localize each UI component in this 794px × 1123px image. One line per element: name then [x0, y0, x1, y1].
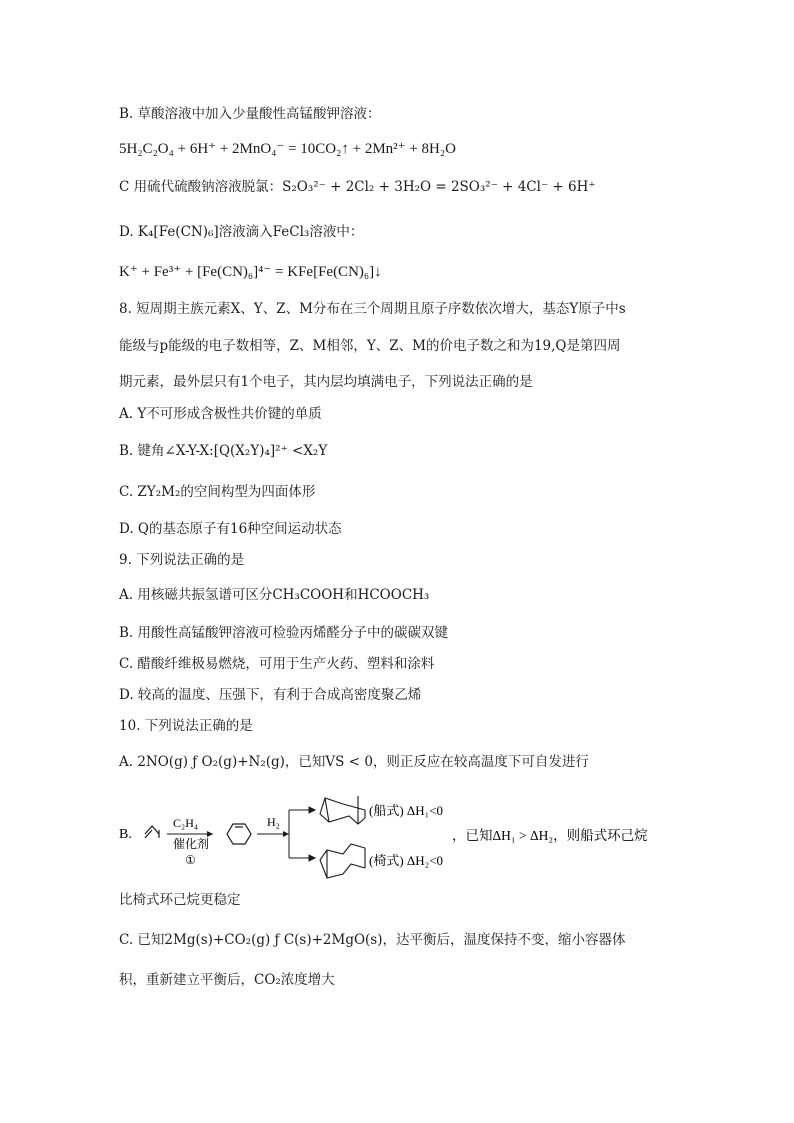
cyclohexane-reaction-scheme	[115, 790, 648, 890]
reagent-catalyst: 催化剂	[173, 837, 210, 851]
q10-option-c-line1: C. 已知2Mg(s)+CO₂(g) ƒ C(s)+2MgO(s)，达平衡后，温度保持不变，缩小容器体	[119, 932, 626, 948]
chair-cyclohexane	[320, 844, 365, 878]
q9-option-b: B. 用酸性高锰酸钾溶液可检验丙烯醛分子中的碳碳双键	[119, 625, 449, 641]
q9-option-c: C. 醋酸纤维极易燃烧，可用于生产火药、塑料和涂料	[119, 656, 435, 672]
q8-stem-line1: 8. 短周期主族元素X、Y、Z、M分布在三个周期且原子序数依次增大，基态Y原子中s	[119, 301, 626, 317]
q8-option-b: B. 键角∠X-Y-X:[Q(X₂Y)₄]²⁺ <X₂Y	[119, 443, 328, 459]
q7-option-b-equation: 5H₂C₂O₄ + 6H⁺ + 2MnO₄⁻ = 10CO₂↑ + 2Mn²⁺ + 8H₂O	[119, 141, 456, 157]
boat-cyclohexane	[320, 796, 365, 824]
q7-option-c: C 用硫代硫酸钠溶液脱氯：S₂O₃²⁻ + 2Cl₂ + 3H₂O = 2SO₃²⁻ + 4Cl⁻ + 6H⁺	[119, 179, 596, 195]
butadiene-structure	[145, 826, 159, 838]
q8-option-c: C. ZY₂M₂的空间构型为四面体形	[119, 484, 316, 500]
step-number: ①	[185, 853, 196, 867]
q7-option-d-equation: K⁺ + Fe³⁺ + [Fe(CN)₆]⁴⁻ = KFe[Fe(CN)₆]↓	[119, 264, 382, 280]
branch-arrows	[289, 807, 315, 861]
q8-option-a: A. Y不可形成含极性共价键的单质	[119, 406, 322, 422]
q10-option-b-prefix: B.	[119, 827, 132, 842]
boat-label: (船式) ΔH₁<0	[369, 803, 444, 818]
q10-option-a: A. 2NO(g) ƒ O₂(g)+N₂(g)，已知VS < 0，则正反应在较高温度下可自发进行	[119, 754, 589, 770]
q10-stem: 10. 下列说法正确的是	[119, 718, 253, 734]
reaction-arrow-2-head	[283, 831, 289, 837]
q10-option-b-continuation: 比椅式环己烷更稳定	[119, 892, 241, 908]
reagent-ethylene: C₂H₄	[173, 816, 199, 830]
q10-option-c-line2: 积，重新建立平衡后，CO₂浓度增大	[119, 972, 335, 988]
cyclohexene-structure	[227, 824, 251, 844]
q9-stem: 9. 下列说法正确的是	[119, 552, 245, 568]
q8-stem-line3: 期元素，最外层只有1个电子，其内层均填满电子，下列说法正确的是	[119, 374, 533, 390]
chair-label: (椅式) ΔH₂<0	[369, 853, 444, 868]
q8-option-d: D. Q的基态原子有16种空间运动状态	[119, 521, 342, 537]
q8-stem-line2: 能级与p能级的电子数相等，Z、M相邻，Y、Z、M的价电子数之和为19,Q是第四周	[119, 338, 621, 354]
q7-option-b-label: B. 草酸溶液中加入少量酸性高锰酸钾溶液：	[119, 106, 381, 122]
q10-option-b-suffix: ，已知ΔH₁ > ΔH₂，则船式环己烷	[452, 828, 648, 843]
q9-option-d: D. 较高的温度、压强下，有利于合成高密度聚乙烯	[119, 687, 422, 703]
q7-option-d-label: D. K₄[Fe(CN)₆]溶液滴入FeCl₃溶液中：	[119, 224, 364, 240]
reagent-h2: H₂	[267, 815, 280, 829]
q9-option-a: A. 用核磁共振氢谱可区分CH₃COOH和HCOOCH₃	[119, 587, 430, 603]
